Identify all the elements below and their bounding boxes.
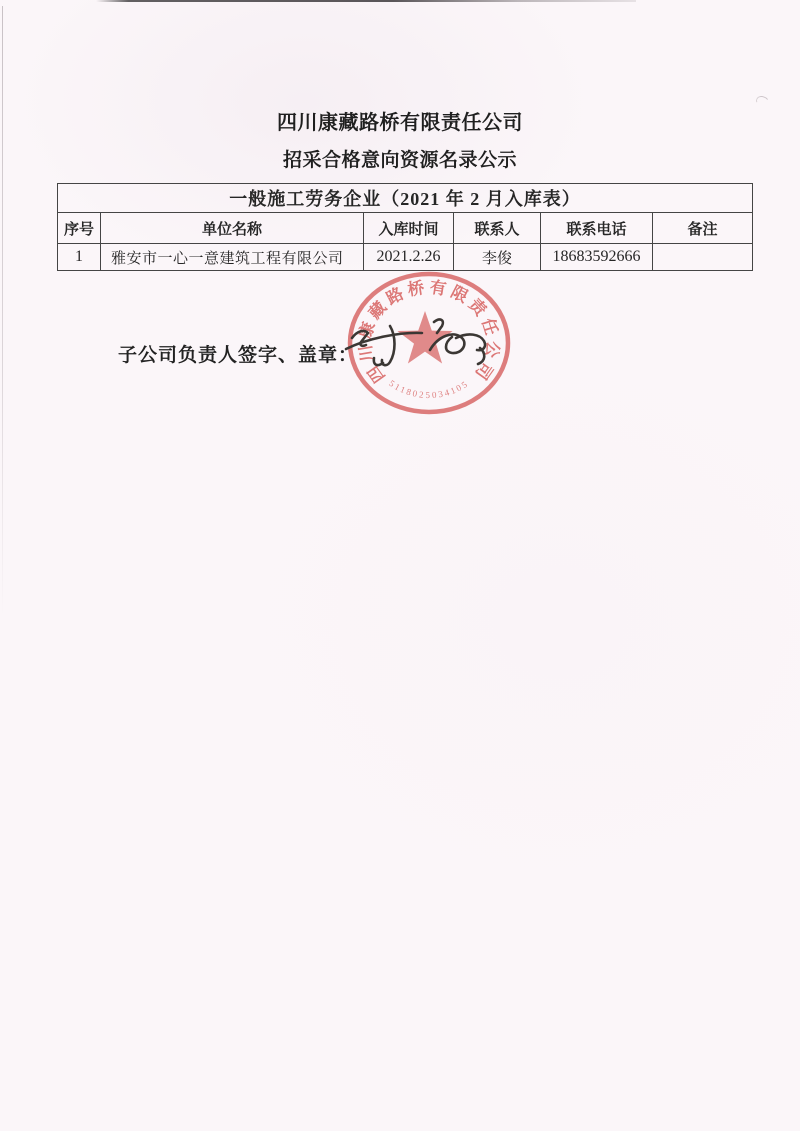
cell-phone: 18683592666 — [541, 244, 653, 271]
cell-entry-date: 2021.2.26 — [364, 244, 454, 271]
table-span-header: 一般施工劳务企业（2021 年 2 月入库表） — [58, 184, 753, 213]
scan-edge-top-line — [96, 0, 636, 2]
table-column-header-row — [58, 213, 753, 244]
cell-contact: 李俊 — [454, 244, 541, 271]
cell-company: 雅安市一心一意建筑工程有限公司 — [101, 244, 364, 271]
roster-table — [57, 183, 753, 271]
column-header-company: 单位名称 — [101, 213, 364, 244]
seal-serial-number: 5118025034105 — [387, 378, 471, 401]
column-header-contact: 联系人 — [454, 213, 541, 244]
column-header-remarks: 备注 — [653, 213, 753, 244]
table-span-header-row — [58, 184, 753, 213]
cell-remarks — [653, 244, 753, 271]
signature-label: 子公司负责人签字、盖章： — [118, 345, 359, 366]
doc-title: 四川康藏路桥有限责任公司 — [277, 112, 523, 134]
scan-edge-left-line — [2, 6, 3, 616]
doc-subtitle: 招采合格意向资源名录公示 — [282, 150, 517, 171]
cell-index: 1 — [58, 244, 101, 271]
handwritten-signature — [338, 302, 508, 382]
column-header-phone: 联系电话 — [541, 213, 653, 244]
column-header-index: 序号 — [58, 213, 101, 244]
seal-company-text: 四川康藏路桥有限责任公司 — [355, 277, 503, 387]
column-header-entry-date: 入库时间 — [364, 213, 454, 244]
